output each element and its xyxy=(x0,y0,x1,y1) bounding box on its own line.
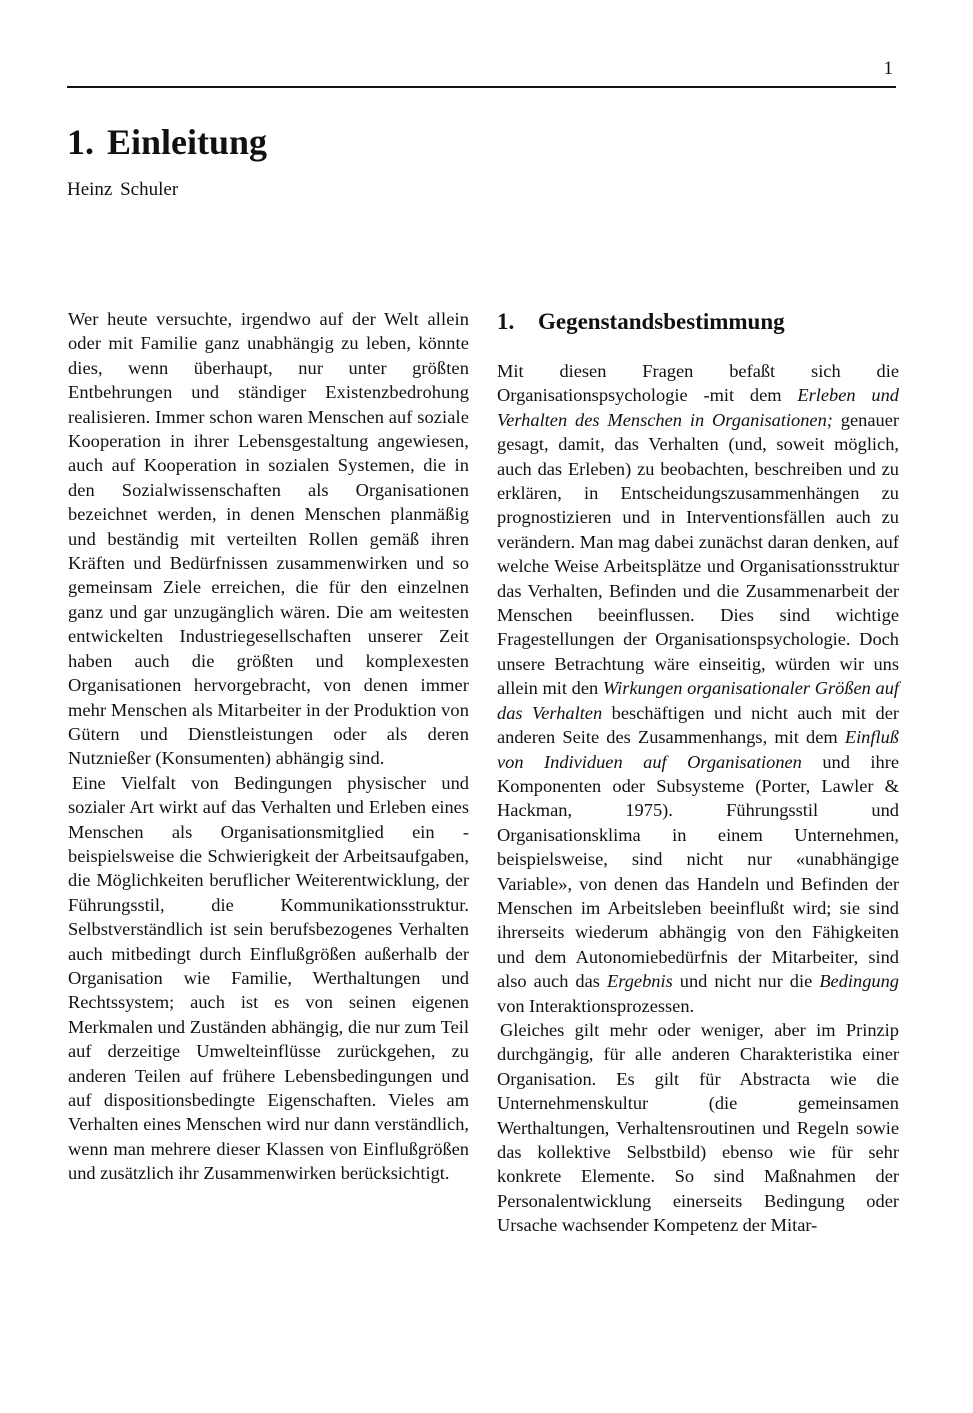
header-rule xyxy=(67,86,896,88)
left-paragraph-1: Wer heute versuchte, irgendwo auf der Welt allein oder mit Familie ganz unabhängig zu leben, könnte dies, wenn überhaupt, nur unter größten Entbehrungen und ständiger Existenzbedrohung realisieren. Immer schon waren Menschen auf soziale Kooperation in ihrer Lebensgestaltung angewiesen, auch auf Kooperation in sozialen Systemen, die in den Sozialwissenschaften als Organisationen bezeichnet werden, in denen Menschen planmäßig und beständig mit verteilten Rollen gemäß ihren Kräften und Bedürfnissen zusammenwirken und so gemeinsam Ziele erreichen, die für den einzelnen ganz und gar unzugänglich wären. Die am weitesten entwickelten Industriegesellschaften unserer Zeit haben auch die größten und komplexesten Organisationen hervorgebracht, von denen immer mehr Menschen als Mitarbeiter in der Produktion von Gütern und Dienstleistungen oder als deren Nutznießer (Konsumenten) abhängig sind. xyxy=(68,309,469,769)
section-title: Gegenstandsbestimmung xyxy=(538,309,785,334)
right-p1-text-1: Mit diesen Fragen befaßt sich die Organisationspsychologie -mit dem xyxy=(497,361,899,406)
left-paragraph-2: Eine Vielfalt von Bedingungen physischer und sozialer Art wirkt auf das Verhalten und Erleben eines Menschen als Organisationsmitglied ein - beispielsweise die Schwierigkeit der Arbeitsaufgaben, die Möglichkeiten beruflicher Weiterentwicklung, der Führungsstil, die Kommunikationsstruktur. Selbstverständlich ist sein berufsbezogenes Verhalten auch mitbedingt durch Einflußgrößen außerhalb der Organisation wie Familie, Werthaltungen und Rechtssystem; auch ist es von seinen eigenen Merkmalen und Zuständen abhängig, die nur zum Teil auf derzeitige Umwelteinflüsse zurückgehen, zu anderen Teilen auf frühere Lebensbedingungen und auf dispositionsbedingte Eigenschaften. Vieles am Verhalten eines Menschen wird nur dann verständlich, wenn man mehrere dieser Klassen von Einflußgrößen und zusätzlich ihr Zusammenwirken berücksichtigt. xyxy=(68,772,469,1184)
section-heading xyxy=(497,307,899,337)
chapter-author: Heinz Schuler xyxy=(67,179,179,200)
section-number: 1. xyxy=(497,309,515,334)
right-p1-emphasis-4: Ergebnis xyxy=(607,971,673,992)
right-p1-text-5: und nicht nur die xyxy=(672,971,820,992)
right-p1-emphasis-5: Bedingung xyxy=(819,971,899,992)
right-p1-text-6: von Interaktionsprozessen. xyxy=(497,995,695,1016)
right-paragraph-1 xyxy=(497,359,899,1018)
right-text-column xyxy=(497,307,899,1238)
right-p1-emphasis-3: Einfluß von Individuen auf Organisationen xyxy=(497,727,899,772)
right-p1-text-2: genauer gesagt, damit, das Verhalten (und, soweit möglich, auch das Erleben) zu beobachten, beschreiben und zu erklären, in Entscheidungszusammenhängen zu prognostizieren und in Interventionsfällen auch zu verändern. Man mag dabei zunächst daran denken, auf welche Weise Arbeitsplätze und Organisationsstruktur das Verhalten, Befinden und die Zusammenarbeit der Menschen beeinflussen. Dies sind wichtige Fragestellungen der Organisationspsychologie. Doch unsere Betrachtung wäre einseitig, würden wir uns allein mit den xyxy=(497,409,899,699)
right-p1-text-3: beschäftigen und nicht auch mit der anderen Seite des Zusammenhangs, mit dem xyxy=(497,702,899,748)
right-paragraph-2: Gleiches gilt mehr oder weniger, aber im Prinzip durchgängig, für alle anderen Charakteristika einer Organisation. Es gilt für Abstracta wie die Unternehmenskultur (die gemeinsamen Werthaltungen, Verhaltensroutinen und Regeln sowie das kollektive Selbstbild) ebenso wie für sehr konkrete Elemente. So sind Maßnahmen der Personalentwicklung einerseits Bedingung oder Ursache wachsender Kompetenz der Mitar- xyxy=(497,1019,899,1236)
right-p1-text-4: und ihre Komponenten oder Subsysteme (Porter, Lawler & Hackman, 1975). Führungsstil und Organisationsklima in einem Unternehmen, beispielsweise, sind nicht nur «unabhängige Variable», von denen das Handeln und Befinden der Menschen im Arbeitsleben beeinflußt wird; sie sind ihrerseits wiederum abhängig von den Fähigkeiten und dem Autonomiebedürfnis der Mitarbeiter, sind also auch das xyxy=(497,751,900,992)
right-p1-emphasis-1: Erleben und Verhalten des Menschen in Organisationen; xyxy=(497,385,899,430)
left-text-column xyxy=(68,307,469,1186)
page-number: 1 xyxy=(883,58,893,79)
right-p1-emphasis-2: Wirkungen organisationaler Größen auf das Verhalten xyxy=(497,678,899,723)
chapter-title: 1. Einleitung xyxy=(67,122,268,162)
